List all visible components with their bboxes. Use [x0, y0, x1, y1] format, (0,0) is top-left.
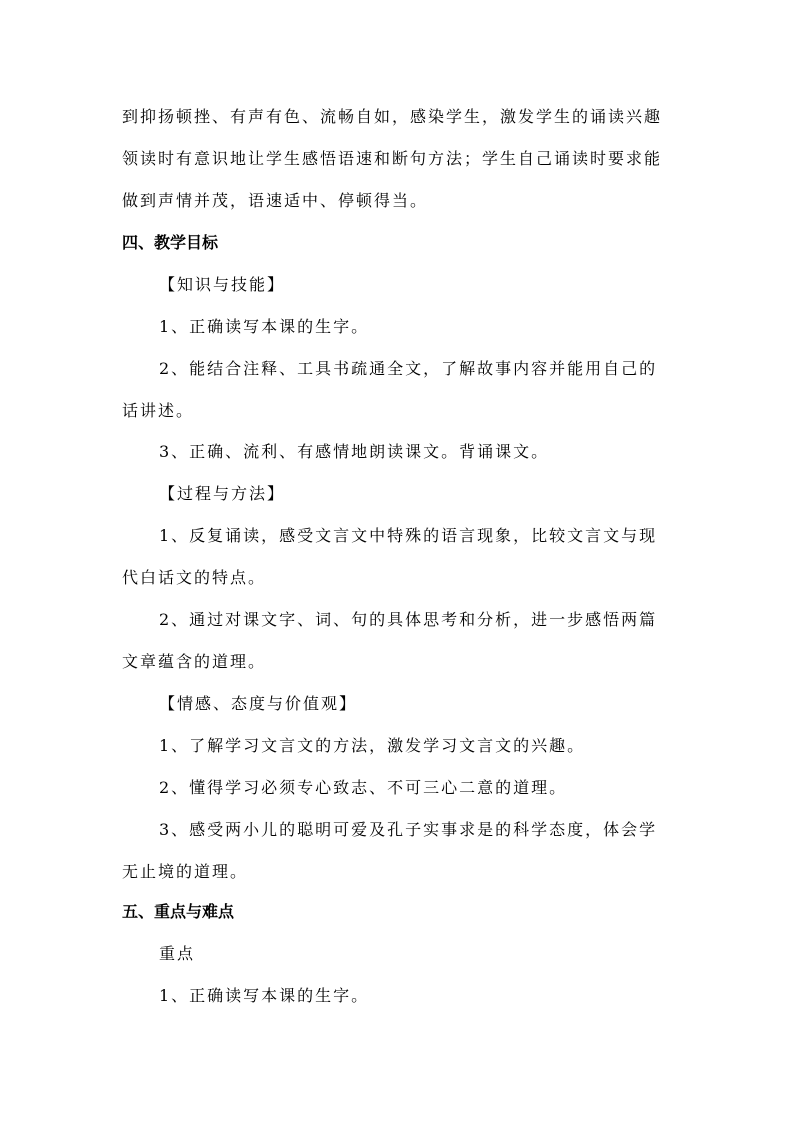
subsection-heading: 【情感、态度与价值观】 [159, 694, 358, 713]
list-item: 3、正确、流利、有感情地朗读课文。背诵课文。 [159, 442, 550, 461]
list-item: 1、反复诵读，感受文言文中特殊的语言现象，比较文言文与现 [159, 526, 658, 545]
list-item: 1、了解学习文言文的方法，激发学习文言文的兴趣。 [159, 736, 586, 755]
list-item: 3、感受两小儿的聪明可爱及孔子实事求是的科学态度，体会学 [159, 820, 658, 839]
section-heading: 五、重点与难点 [122, 902, 235, 921]
section-heading: 四、教学目标 [122, 233, 219, 252]
paragraph-line: 到抑扬顿挫、有声有色、流畅自如，感染学生，激发学生的诵读兴趣 [122, 107, 663, 126]
subsection-heading: 重点 [159, 944, 196, 963]
subsection-heading: 【知识与技能】 [159, 275, 286, 294]
list-item: 1、正确读写本课的生字。 [159, 317, 370, 336]
list-item-continuation: 文章蕴含的道理。 [122, 652, 267, 671]
list-item: 1、正确读写本课的生字。 [159, 986, 370, 1005]
subsection-heading: 【过程与方法】 [159, 484, 286, 503]
list-item-continuation: 代白话文的特点。 [122, 568, 267, 587]
list-item: 2、通过对课文字、词、句的具体思考和分析，进一步感悟两篇 [159, 610, 658, 629]
paragraph-line: 领读时有意识地让学生感悟语速和断句方法；学生自己诵读时要求能 [122, 149, 663, 168]
list-item: 2、能结合注释、工具书疏通全文，了解故事内容并能用自己的 [159, 359, 658, 378]
list-item-continuation: 无止境的道理。 [122, 862, 249, 881]
paragraph-line: 做到声情并茂，语速适中、停顿得当。 [122, 191, 429, 210]
list-item-continuation: 话讲述。 [122, 401, 195, 420]
list-item: 2、懂得学习必须专心致志、不可三心二意的道理。 [159, 778, 568, 797]
